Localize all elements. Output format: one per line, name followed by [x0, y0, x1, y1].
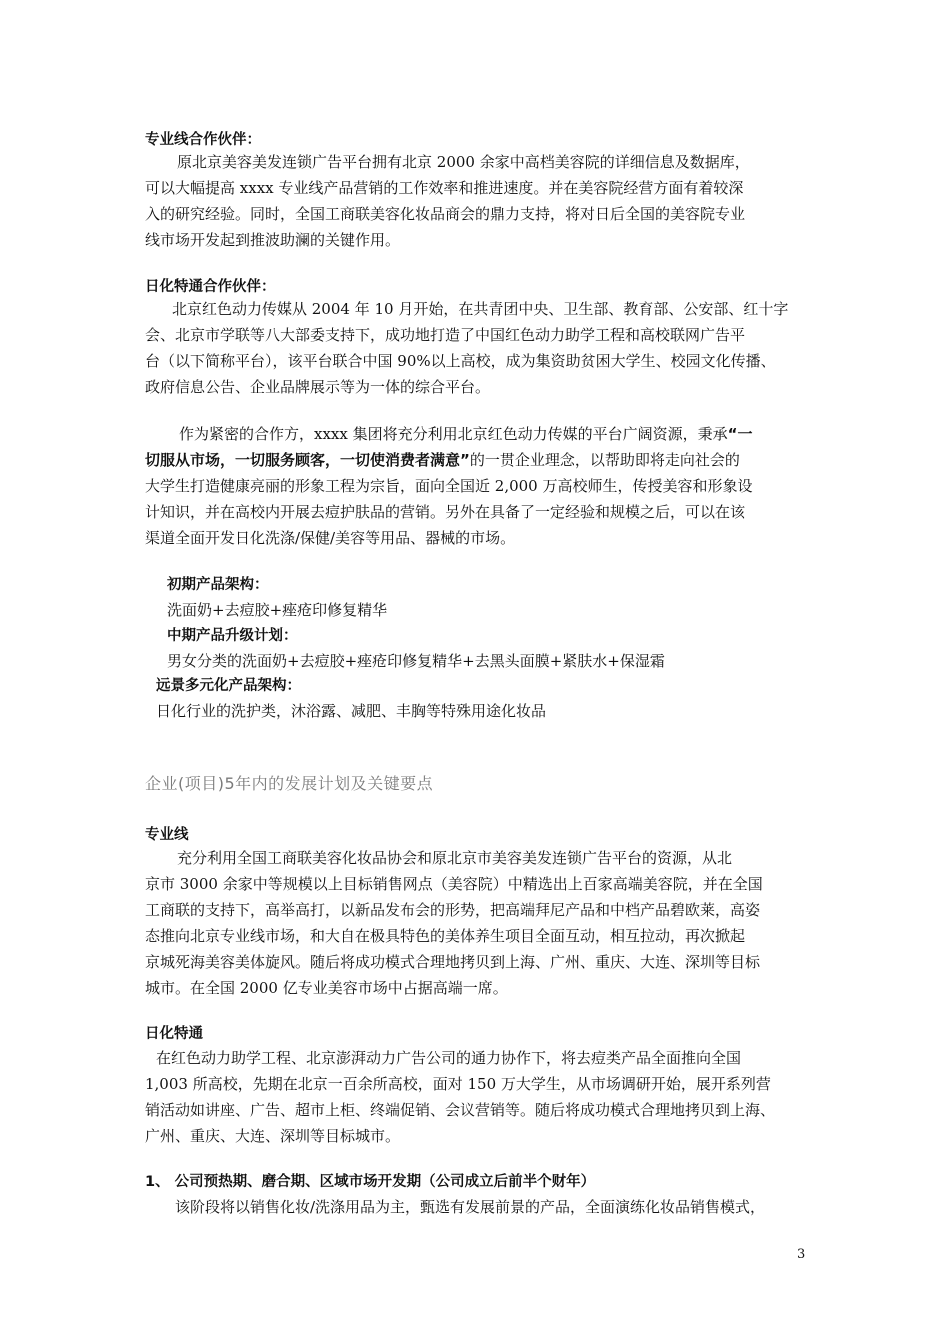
daily-line-heading: 日化特通: [145, 1026, 203, 1042]
pro-line-line: 充分利用全国工商联美容化妆品协会和原北京市美容美发连锁广告平台的资源，从北: [177, 849, 733, 867]
phase-1-heading: 1、 公司预热期、磨合期、区域市场开发期（公司成立后前半个财年）: [145, 1174, 596, 1190]
mid-products-text: 男女分类的洗面奶+去痘胶+痤疮印修复精华+去黑头面膜+紧肤水+保湿霜: [167, 652, 665, 670]
cooperation-text: 作为紧密的合作方，xxxx 集团将充分利用北京红色动力传媒的平台广阔资源，秉承: [179, 425, 728, 443]
daily-partner-line: 北京红色动力传媒从 2004 年 10 月开始，在共青团中央、卫生部、教育部、公安部、红十字: [172, 300, 789, 318]
cooperation-line-2: [145, 447, 740, 473]
cooperation-slogan: 切服从市场，一切服务顾客，一切使消费者满意”: [145, 451, 470, 469]
daily-line-line: 销活动如讲座、广告、超市上柜、终端促销、会议营销等。随后将成功模式合理地拷贝到上海、: [145, 1101, 776, 1119]
mid-products-heading: 中期产品升级计划：: [167, 628, 298, 644]
daily-line-line: 在红色动力助学工程、北京澎湃动力广告公司的通力协作下，将去痘类产品全面推向全国: [156, 1049, 742, 1067]
vision-products-heading: 远景多元化产品架构：: [156, 678, 301, 694]
pro-line-line: 京城死海美容美体旋风。随后将成功模式合理地拷贝到上海、广州、重庆、大连、深圳等目标: [145, 953, 761, 971]
cooperation-bold: “一: [727, 425, 753, 443]
daily-line-line: 1,003 所高校，先期在北京一百余所高校，面对 150 万大学生，从市场调研开始，展开系列营: [145, 1075, 771, 1093]
cooperation-line: 大学生打造健康亮丽的形象工程为宗旨，面向全国近 2,000 万高校师生，传授美容和形象设: [145, 477, 753, 495]
page-number: 3: [797, 1247, 806, 1262]
initial-products-text: 洗面奶+去痘胶+痤疮印修复精华: [167, 601, 388, 619]
phase-1-text: 该阶段将以销售化妆/洗涤用品为主，甄选有发展前景的产品，全面演练化妆品销售模式，: [175, 1198, 766, 1216]
cooperation-line-1: [179, 421, 752, 447]
pro-line-heading: 专业线: [145, 827, 189, 843]
section-title: 企业(项目)5年内的发展计划及关键要点: [145, 774, 434, 793]
cooperation-line: 渠道全面开发日化洗涤/保健/美容等用品、器械的市场。: [145, 529, 516, 547]
pro-line-line: 工商联的支持下，高举高打，以新品发布会的形势，把高端拜尼产品和中档产品碧欧莱，高姿: [145, 901, 761, 919]
daily-line-line: 广州、重庆、大连、深圳等目标城市。: [145, 1127, 401, 1145]
daily-partner-line: 会、北京市学联等八大部委支持下，成功地打造了中国红色动力助学工程和高校联网广告平: [145, 326, 746, 344]
cooperation-line: 计知识，并在高校内开展去痘护肤品的营销。另外在具备了一定经验和规模之后，可以在该: [145, 503, 746, 521]
pro-line-line: 京市 3000 余家中等规模以上目标销售网点（美容院）中精选出上百家高端美容院，并在全国: [145, 875, 763, 893]
pro-line-line: 城市。在全国 2000 亿专业美容市场中占据高端一席。: [145, 979, 508, 997]
cooperation-text: 的一贯企业理念，以帮助即将走向社会的: [469, 451, 740, 469]
pro-partner-heading: 专业线合作伙伴：: [145, 132, 261, 148]
daily-partner-heading: 日化特通合作伙伴：: [145, 279, 276, 295]
pro-partner-line: 可以大幅提高 xxxx 专业线产品营销的工作效率和推进速度。并在美容院经营方面有着较深: [145, 179, 744, 197]
pro-partner-line: 原北京美容美发连锁广告平台拥有北京 2000 余家中高档美容院的详细信息及数据库，: [177, 153, 750, 171]
pro-partner-line: 入的研究经验。同时，全国工商联美容化妆品商会的鼎力支持，将对日后全国的美容院专业: [145, 205, 746, 223]
daily-partner-line: 台（以下简称平台），该平台联合中国 90%以上高校，成为集资助贫困大学生、校园文化传播、: [145, 352, 776, 370]
initial-products-heading: 初期产品架构：: [167, 577, 269, 593]
pro-line-line: 态推向北京专业线市场，和大自在极具特色的美体养生项目全面互动，相互拉动，再次掀起: [145, 927, 746, 945]
vision-products-text: 日化行业的洗护类，沐浴露、减肥、丰胸等特殊用途化妆品: [156, 702, 547, 720]
daily-partner-line: 政府信息公告、企业品牌展示等为一体的综合平台。: [145, 378, 491, 396]
pro-partner-line: 线市场开发起到推波助澜的关键作用。: [145, 231, 401, 249]
